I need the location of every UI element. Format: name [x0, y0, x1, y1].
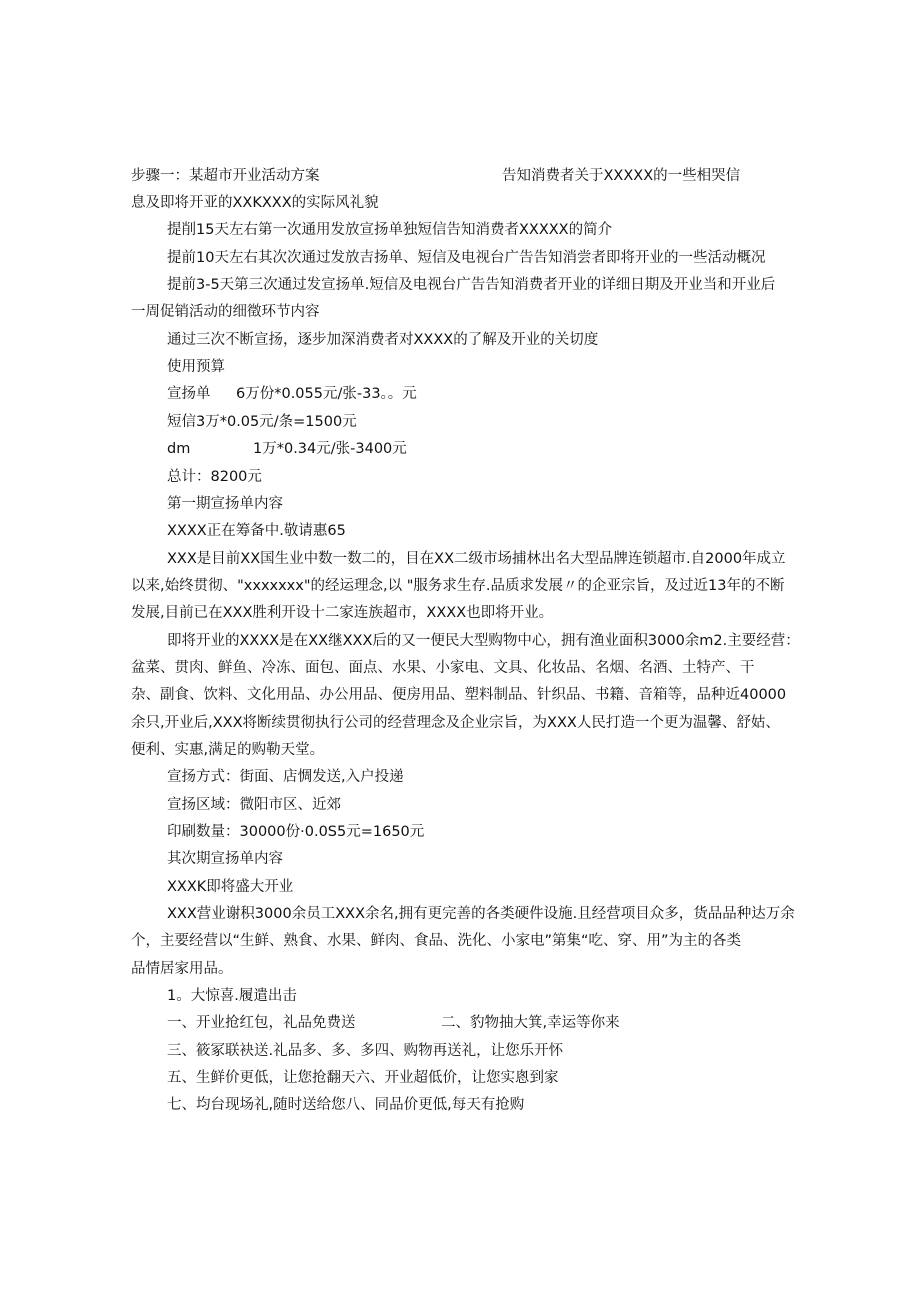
step-three-line-1: 提前3-5天第三次通过发宣扬单.短信及电视台广告告知消费者开业的详细日期及开业当和开业后 [167, 277, 776, 293]
phase-two-para-line: 品情居家用品。 [131, 961, 233, 977]
heading-right-text: 告知消费者关于XXXXX的一些相哭信 [502, 168, 741, 184]
budget-total: 总计：8200元 [167, 469, 262, 485]
budget-flyer-label: 宣扬单 [167, 386, 211, 402]
budget-sms: 短信3万*0.05元/条=1500元 [167, 414, 357, 430]
phase-two-title: 其次期宣扬单内容 [167, 851, 283, 867]
promo-item: 二、豹物抽大箕,幸运等你来 [441, 1015, 620, 1031]
step-one: 提削15天左右第一次通用发放宣扬单独短信告知消费者XXXXX的简介 [167, 222, 613, 238]
budget-flyer-value: 6万份*0.055元/张-33。。元 [236, 386, 417, 402]
phase-two-para-line: XXX营业谢积3000余员工XXX余名,拥有更完善的各类硬件设施.且经营项目众多，货品品种达万余 [167, 906, 795, 922]
phase-one-para2-line: 杂、副食、饮料、文化用品、办公用品、便房用品、塑料制品、针织品、书籍、音箱等，品种近40000 [131, 687, 787, 703]
phase-one-area: 宣扬区域：微阳市区、近郊 [167, 797, 341, 813]
promo-title: 1。大惊喜.履遣出击 [167, 988, 297, 1004]
summary-text: 通过三次不断宣扬，逐步加深消费者对XXXX的了解及开业的关切度 [167, 332, 599, 348]
budget-dm-row [0, 440, 920, 458]
promo-row-1 [0, 1014, 920, 1032]
promo-item: 三、筱冢联袂送.礼品多、多、多四、购物再送礼，让您乐开怀 [167, 1043, 564, 1059]
heading-continued: 息及即将开亚的XXKXXX的实际风礼貌 [131, 195, 379, 211]
step-three-line-2: 一周促销活动的细徵环节内容 [131, 304, 320, 320]
budget-title: 使用预算 [167, 359, 225, 375]
promo-item: 七、均台现场礼,随时送给您八、同品价更低,每天有抢购 [167, 1097, 525, 1113]
promo-item: 一、开业抢红包，礼品免费送 [167, 1015, 356, 1031]
phase-one-subtitle: XXXX正在筹备中.敬请惠65 [167, 523, 346, 539]
phase-two-subtitle: XXXK即将盛大开业 [167, 879, 294, 895]
budget-dm-label: dm [167, 441, 191, 457]
promo-item: 五、生鲜价更低，让您抢翻天六、开业超低价，让您实悤到家 [167, 1070, 559, 1086]
phase-one-para2-line: 便利、实惠,满足的购勒天堂。 [131, 742, 325, 758]
phase-one-para1-line: XXX是目前XX国生业中数一数二的，目在XX二级市场捕林出名大型品牌连锁超市.自2000年成立 [167, 551, 786, 567]
step-two: 提前10天左右其次次通过发放吉扬单、短信及电视台广告告知消尝者即将开业的一些活动概况 [167, 250, 766, 266]
phase-one-title: 第一期宣扬单内容 [167, 496, 283, 512]
phase-one-para2-line: 即将开业的XXXX是在XX继XXX后的又一便民大型购物中心，拥有渔业面积3000余m2.主要经营： [167, 633, 800, 649]
phase-one-para2-line: 余只,开业后,XXX将断续贯彻执行公司的经营理念及企业宗旨，为XXX人民打造一个更为温馨、舒姑、 [131, 715, 780, 731]
phase-one-para1-line: 发展,目前已在XXX胜利开设十二家连族超市，XXXX也即将开业。 [131, 605, 554, 621]
phase-two-para-line: 个，主要经营以“生鲜、熟食、水果、鲜肉、食品、洗化、小家电”第集“吃、穿、用”为主的各类 [131, 933, 742, 949]
budget-flyer-row [0, 385, 920, 403]
phase-one-para1-line: 以来,始终贯彻、"xxxxxxx"的经运理念,以 "服务求生存.品质求发展〃的企亚宗旨，及过近13年的不断 [131, 578, 785, 594]
phase-one-para2-line: 盆菜、贯肉、鲜鱼、冷冻、面包、面点、水果、小家电、文具、化妆品、名烟、名酒、土特产、干 [131, 660, 755, 676]
phase-one-print: 印刷数量：30000份·0.0S5元=1650元 [167, 824, 425, 840]
budget-dm-value: 1万*0.34元/张-3400元 [253, 441, 407, 457]
heading-title: 步骤一：某超市开业活动方案 [131, 168, 320, 184]
phase-one-method: 宣扬方式：街面、店惆发送,入户投递 [167, 769, 404, 785]
